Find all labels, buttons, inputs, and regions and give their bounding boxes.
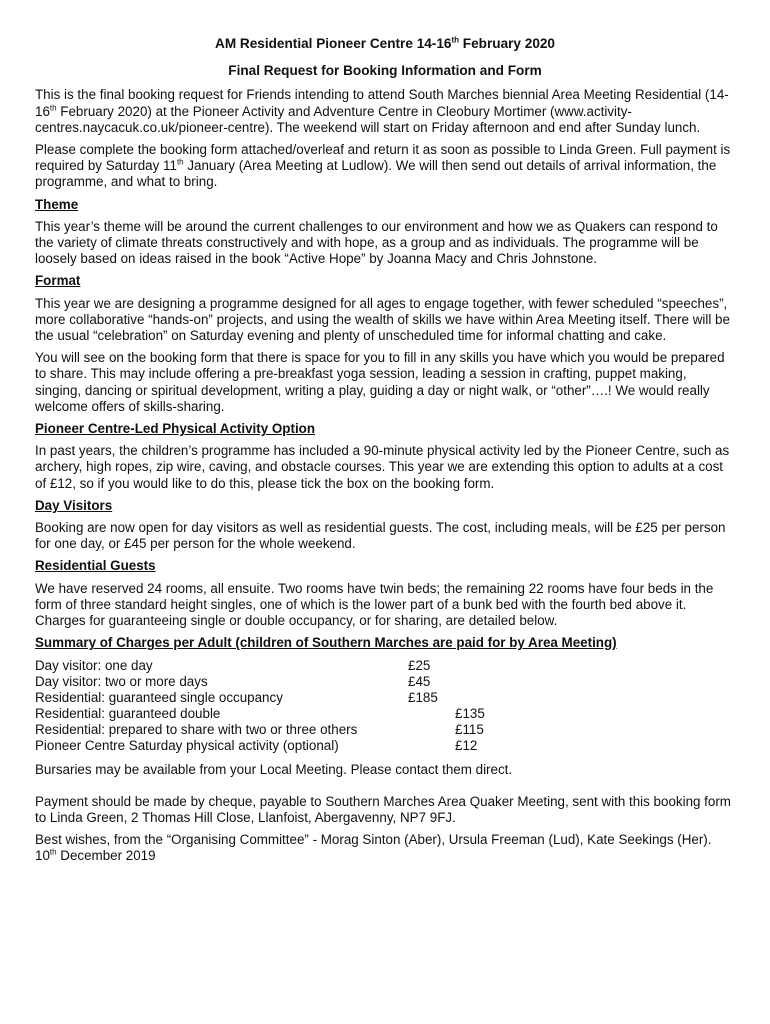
intro-paragraph-2 — [35, 142, 735, 191]
pioneer-paragraph: In past years, the children’s programme has included a 90-minute physical activity led by the Pioneer Centre, such as archery, high ropes, zip wire, caving, and obstacle courses. This year we are extending this option to adults at a cost of £12, so if you would like to do this, please tick the box on the booking form. — [35, 443, 730, 491]
title-superscript: th — [451, 35, 460, 45]
intro-p1-text: This is the final booking request for Friends intending to attend South Marches biennial Area Meeting Residential (14-16 — [35, 87, 729, 119]
intro-p1-superscript: th — [49, 103, 57, 113]
intro-p2-superscript: th — [176, 157, 184, 167]
document-subtitle: Final Request for Booking Information and Form — [228, 63, 542, 79]
intro-p2-text: Please complete the booking form attached/overleaf and return it as soon as possible to Linda Green. Full payment is required by Saturday 11 — [35, 142, 731, 174]
title-text: AM Residential Pioneer Centre 14-16 — [215, 36, 452, 51]
closing-superscript: th — [49, 847, 57, 857]
charge-amount: £135 — [455, 705, 485, 721]
charge-label: Residential: guaranteed double — [35, 705, 221, 721]
intro-paragraph-1 — [35, 87, 735, 136]
charge-amount: £45 — [408, 673, 431, 689]
pioneer-heading: Pioneer Centre-Led Physical Activity Option — [35, 421, 316, 437]
charge-amount: £185 — [408, 689, 438, 705]
theme-paragraph: This year’s theme will be around the current challenges to our environment and how we as Quakers can respond to the variety of climate threats constructively and with hope, as a group and as individuals. The programme will be loosely based on ideas raised in the book “Active Hope” by Joanna Macy and Chris Johnstone. — [35, 218, 718, 267]
payment-paragraph: Payment should be made by cheque, payable to Southern Marches Area Quaker Meeting, sent with this booking form to Linda Green, 2 Thomas Hill Close, Llanfoist, Abergavenny, NP7 9FJ. — [35, 793, 731, 825]
charges-row — [35, 658, 735, 674]
charges-row — [35, 674, 735, 690]
charge-label: Day visitor: two or more days — [35, 673, 208, 689]
residential-heading: Residential Guests — [35, 558, 156, 574]
charge-label: Residential: prepared to share with two or three others — [35, 721, 358, 737]
bursaries-paragraph: Bursaries may be available from your Local Meeting. Please contact them direct. — [35, 761, 513, 777]
title-text-end: February 2020 — [459, 36, 555, 51]
format-heading: Format — [35, 273, 81, 289]
charges-table — [35, 658, 735, 754]
closing-text-end: December 2019 — [56, 848, 156, 864]
charge-amount: £12 — [455, 737, 478, 753]
charge-label: Pioneer Centre Saturday physical activity (optional) — [35, 737, 339, 753]
closing-paragraph — [35, 832, 735, 864]
day-visitors-paragraph: Booking are now open for day visitors as well as residential guests. The cost, including meals, will be £25 per person for one day, or £45 per person for the whole weekend. — [35, 520, 726, 552]
charge-label: Day visitor: one day — [35, 657, 153, 673]
charges-row — [35, 722, 735, 738]
intro-p1-text-end: February 2020) at the Pioneer Activity and Adventure Centre in Cleobury Mortimer (www.activity-centres.naycacuk.co.uk/pioneer-centre). The weekend will start on Friday afternoon and end after Sunday lunch. — [35, 103, 701, 135]
closing-text: Best wishes, from the “Organising Committee” - Morag Sinton (Aber), Ursula Freeman (Lud), Kate Seekings (Her). 10 — [35, 832, 712, 864]
charge-label: Residential: guaranteed single occupancy — [35, 689, 283, 705]
charge-amount: £115 — [455, 721, 484, 737]
day-visitors-heading: Day Visitors — [35, 497, 113, 513]
residential-paragraph: We have reserved 24 rooms, all ensuite. Two rooms have twin beds; the remaining 22 rooms have four beds in the form of three standard height singles, one of which is the lower part of a bunk bed with the fourth bed above it. Charges for guaranteeing single or double occupancy, or for sharing, are detailed below. — [35, 580, 714, 629]
charges-row — [35, 706, 735, 722]
charges-row — [35, 690, 735, 706]
format-paragraph-2: You will see on the booking form that there is space for you to fill in any skills you have which you would be prepared to share. This may include offering a pre-breakfast yoga session, leading a session in crafting, puppet making, singing, dancing or spiritual development, writing a play, guiding a day or night walk, or “other”….! We would really welcome offers of skills-sharing. — [35, 350, 725, 414]
charges-heading: Summary of Charges per Adult (children of Southern Marches are paid for by Area Meeting) — [35, 635, 617, 651]
intro-p2-text-end: January (Area Meeting at Ludlow). We will then send out details of arrival information, the programme, and what to bring. — [35, 158, 717, 190]
document-title — [35, 36, 735, 52]
charges-row — [35, 738, 735, 754]
format-paragraph-1: This year we are designing a programme designed for all ages to engage together, with fewer scheduled “speeches”, more collaborative “hands-on” projects, and using the wealth of skills we have within Area Meeting itself. There will be the usual “celebration” on Saturday evening and plenty of unscheduled time for informal chatting and cake. — [35, 295, 730, 344]
charge-amount: £25 — [408, 657, 431, 673]
theme-heading: Theme — [35, 196, 79, 212]
